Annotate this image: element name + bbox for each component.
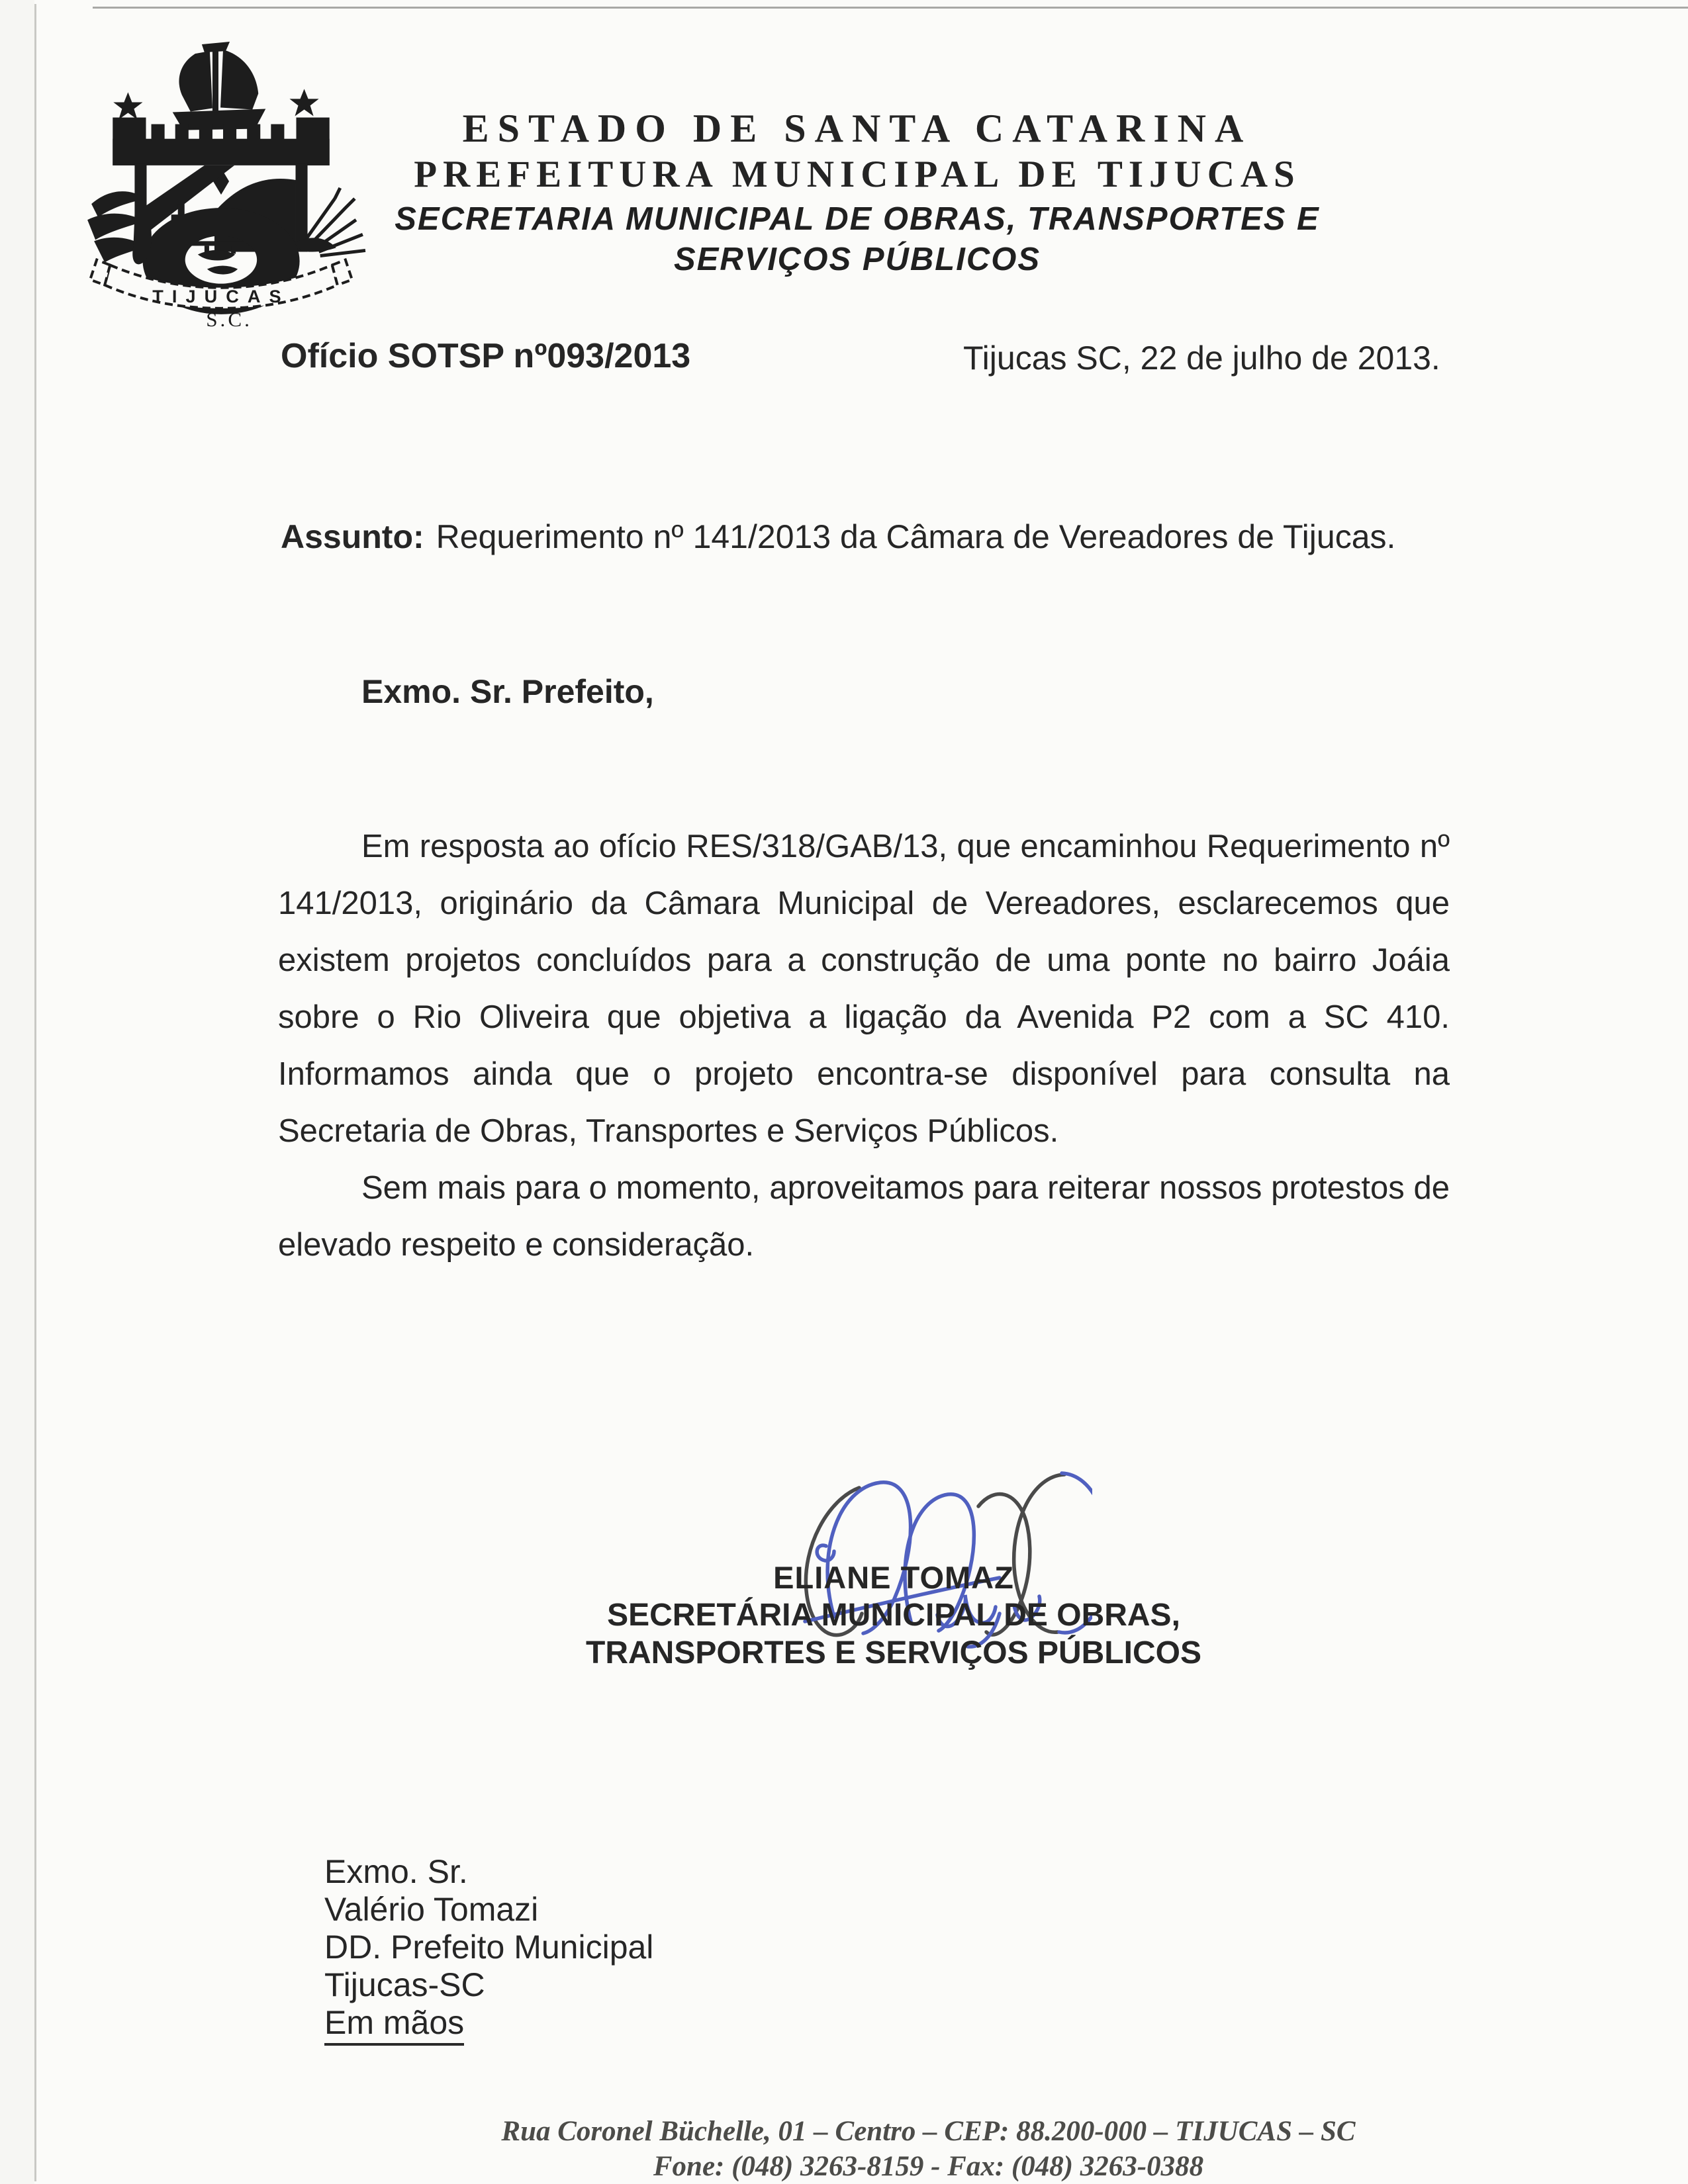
- subject-label: Assunto:: [281, 518, 424, 555]
- letterhead-state: ESTADO DE SANTA CATARINA: [462, 107, 1252, 150]
- document-date: Tijucas SC, 22 de julho de 2013.: [963, 340, 1440, 377]
- ship-icon: [173, 42, 266, 130]
- signer-title-line1: SECRETÁRIA MUNICIPAL DE OBRAS,: [607, 1598, 1180, 1633]
- emblem-banner-text: TIJUCAS: [152, 285, 290, 306]
- letterhead: [371, 105, 1344, 279]
- subject-text: Requerimento nº 141/2013 da Câmara de Vereadores de Tijucas.: [436, 518, 1396, 555]
- letter-body: [278, 818, 1450, 1273]
- coat-of-arms-graphic: [71, 38, 371, 332]
- scan-artifact-top-line: [93, 7, 1688, 9]
- footer-address: Rua Coronel Büchelle, 01 – Centro – CEP: 88.200-000 – TIJUCAS – SC: [501, 2116, 1356, 2147]
- recipient-title: DD. Prefeito Municipal: [324, 1929, 654, 1966]
- document-reference: Ofício SOTSP nº093/2013: [281, 337, 691, 375]
- emblem-state-text: S.C.: [206, 307, 252, 331]
- right-branch: [298, 188, 365, 255]
- footer: [311, 2114, 1546, 2184]
- coat-of-arms: [71, 38, 371, 332]
- letterhead-secretariat-line2: SERVIÇOS PÚBLICOS: [673, 242, 1041, 277]
- recipient-delivery-note: Em mãos: [324, 2004, 653, 2046]
- recipient-honorific: Exmo. Sr.: [324, 1853, 468, 1890]
- recipient-name: Valério Tomazi: [324, 1891, 539, 1928]
- paragraph-2: Sem mais para o momento, aproveitamos para reiterar nossos protestos de elevado respeito e consideração.: [278, 1170, 1450, 1263]
- paragraph-1: Em resposta ao ofício RES/318/GAB/13, que encaminhou Requerimento nº 141/2013, originário da Câmara Municipal de Vereadores, esclarecemos que existem projetos concluídos para a construção de uma ponte no bairro Joáia sobre o Rio Oliveira que objetiva a ligação da Avenida P2 com a SC 410. Informamos ainda que o projeto encontra-se disponível para consulta na Secretaria de Obras, Transportes e Serviços Públicos.: [278, 829, 1450, 1149]
- subject-line: [281, 518, 1395, 556]
- footer-phone-fax: Fone: (048) 3263-8159 - Fax: (048) 3263-0388: [653, 2151, 1204, 2182]
- letterhead-municipality: PREFEITURA MUNICIPAL DE TIJUCAS: [414, 154, 1301, 195]
- letterhead-secretariat-line1: SECRETARIA MUNICIPAL DE OBRAS, TRANSPORTES E: [395, 201, 1320, 237]
- signature-block: [559, 1559, 1228, 1672]
- salutation: Exmo. Sr. Prefeito,: [361, 673, 654, 710]
- signer-name: ELIANE TOMAZ: [773, 1560, 1014, 1595]
- recipient-city: Tijucas-SC: [324, 1966, 485, 2003]
- scan-artifact-left-line: [34, 4, 36, 2181]
- scan-artifact-left-strip: [0, 0, 34, 2184]
- recipient-block: [324, 1853, 653, 2046]
- signer-title-line2: TRANSPORTES E SERVIÇOS PÚBLICOS: [586, 1635, 1201, 1670]
